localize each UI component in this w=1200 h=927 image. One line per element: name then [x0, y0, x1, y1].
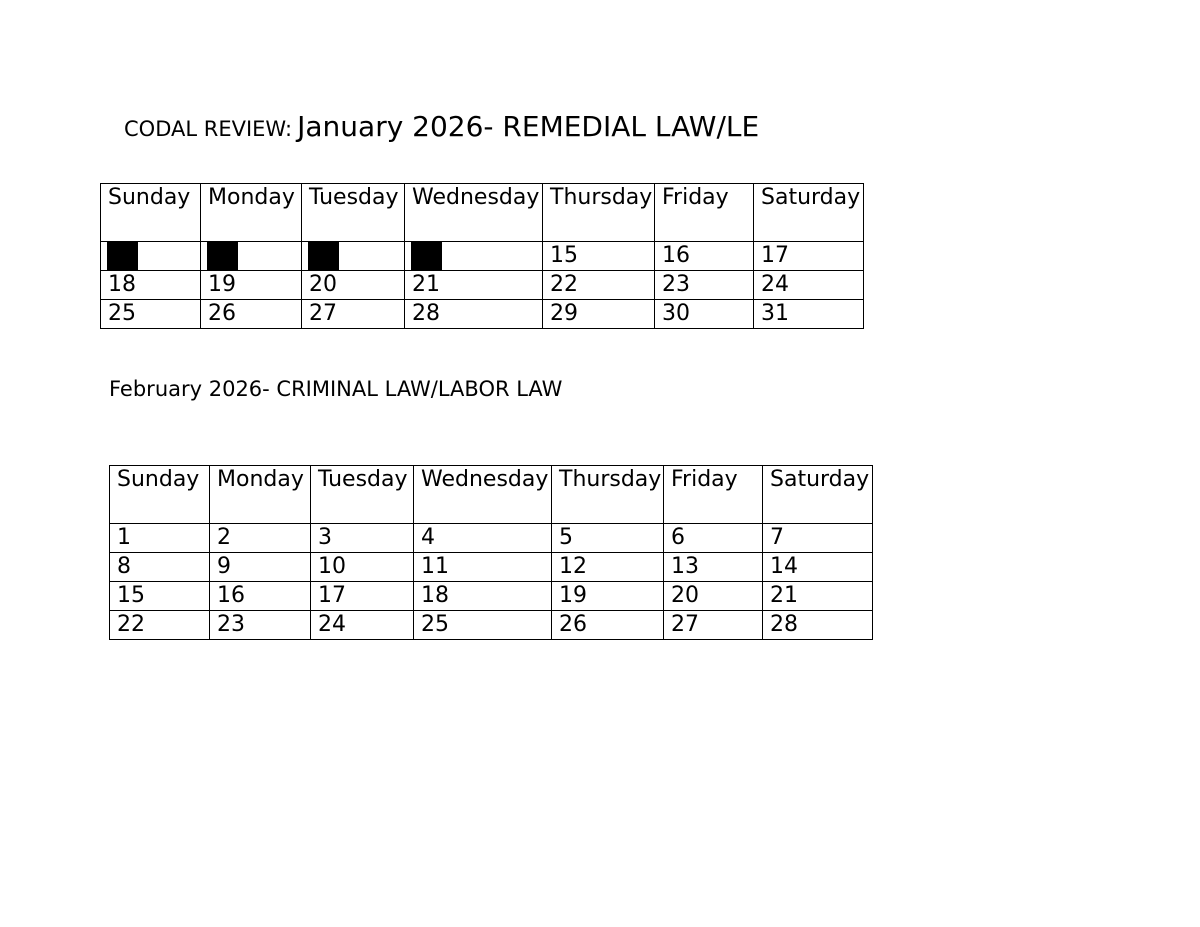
- redaction-block: [107, 242, 138, 270]
- day-cell: 14: [763, 553, 873, 582]
- day-cell: 11: [414, 553, 552, 582]
- redaction-block: [411, 242, 442, 270]
- day-cell: 8: [110, 553, 210, 582]
- redacted-cell: [302, 242, 405, 271]
- day-cell: 25: [414, 611, 552, 640]
- page-title: [124, 110, 759, 143]
- redacted-cell: [201, 242, 302, 271]
- redaction-block: [308, 242, 339, 270]
- header-cell-tuesday: Tuesday: [311, 466, 414, 524]
- day-cell: 26: [552, 611, 664, 640]
- january-header-row: [101, 184, 864, 242]
- table-row: [110, 524, 873, 553]
- table-row: [101, 242, 864, 271]
- day-cell: 18: [414, 582, 552, 611]
- day-cell: 28: [763, 611, 873, 640]
- day-cell: 4: [414, 524, 552, 553]
- header-cell-saturday: Saturday: [754, 184, 864, 242]
- header-cell-monday: Monday: [201, 184, 302, 242]
- redacted-cell: [405, 242, 543, 271]
- day-cell: 1: [110, 524, 210, 553]
- header-cell-thursday: Thursday: [552, 466, 664, 524]
- header-cell-saturday: Saturday: [763, 466, 873, 524]
- table-row: [101, 271, 864, 300]
- day-cell: 15: [543, 242, 655, 271]
- january-calendar-table: [100, 183, 864, 329]
- header-cell-friday: Friday: [655, 184, 754, 242]
- day-cell: 19: [201, 271, 302, 300]
- february-calendar-table: [109, 465, 873, 640]
- day-cell: 24: [754, 271, 864, 300]
- day-cell: 18: [101, 271, 201, 300]
- title-main: January 2026- REMEDIAL LAW/LE: [297, 110, 760, 143]
- day-cell: 2: [210, 524, 311, 553]
- day-cell: 28: [405, 300, 543, 329]
- header-cell-friday: Friday: [664, 466, 763, 524]
- header-cell-wednesday: Wednesday: [405, 184, 543, 242]
- day-cell: 29: [543, 300, 655, 329]
- header-cell-sunday: Sunday: [110, 466, 210, 524]
- day-cell: 19: [552, 582, 664, 611]
- day-cell: 25: [101, 300, 201, 329]
- table-row: [110, 582, 873, 611]
- day-cell: 7: [763, 524, 873, 553]
- table-row: [101, 300, 864, 329]
- day-cell: 5: [552, 524, 664, 553]
- day-cell: 21: [405, 271, 543, 300]
- day-cell: 31: [754, 300, 864, 329]
- day-cell: 20: [664, 582, 763, 611]
- day-cell: 27: [302, 300, 405, 329]
- title-prefix: CODAL REVIEW:: [124, 117, 293, 141]
- february-heading: February 2026- CRIMINAL LAW/LABOR LAW: [109, 377, 563, 401]
- header-cell-thursday: Thursday: [543, 184, 655, 242]
- day-cell: 3: [311, 524, 414, 553]
- header-cell-sunday: Sunday: [101, 184, 201, 242]
- day-cell: 22: [110, 611, 210, 640]
- day-cell: 16: [210, 582, 311, 611]
- day-cell: 17: [311, 582, 414, 611]
- day-cell: 27: [664, 611, 763, 640]
- header-cell-wednesday: Wednesday: [414, 466, 552, 524]
- header-cell-tuesday: Tuesday: [302, 184, 405, 242]
- day-cell: 15: [110, 582, 210, 611]
- redaction-block: [207, 242, 238, 270]
- day-cell: 23: [655, 271, 754, 300]
- day-cell: 26: [201, 300, 302, 329]
- day-cell: 24: [311, 611, 414, 640]
- day-cell: 22: [543, 271, 655, 300]
- redacted-cell: [101, 242, 201, 271]
- table-row: [110, 611, 873, 640]
- day-cell: 30: [655, 300, 754, 329]
- day-cell: 21: [763, 582, 873, 611]
- table-row: [110, 553, 873, 582]
- day-cell: 12: [552, 553, 664, 582]
- day-cell: 23: [210, 611, 311, 640]
- day-cell: 6: [664, 524, 763, 553]
- header-cell-monday: Monday: [210, 466, 311, 524]
- day-cell: 9: [210, 553, 311, 582]
- day-cell: 13: [664, 553, 763, 582]
- day-cell: 16: [655, 242, 754, 271]
- day-cell: 10: [311, 553, 414, 582]
- day-cell: 17: [754, 242, 864, 271]
- day-cell: 20: [302, 271, 405, 300]
- february-header-row: [110, 466, 873, 524]
